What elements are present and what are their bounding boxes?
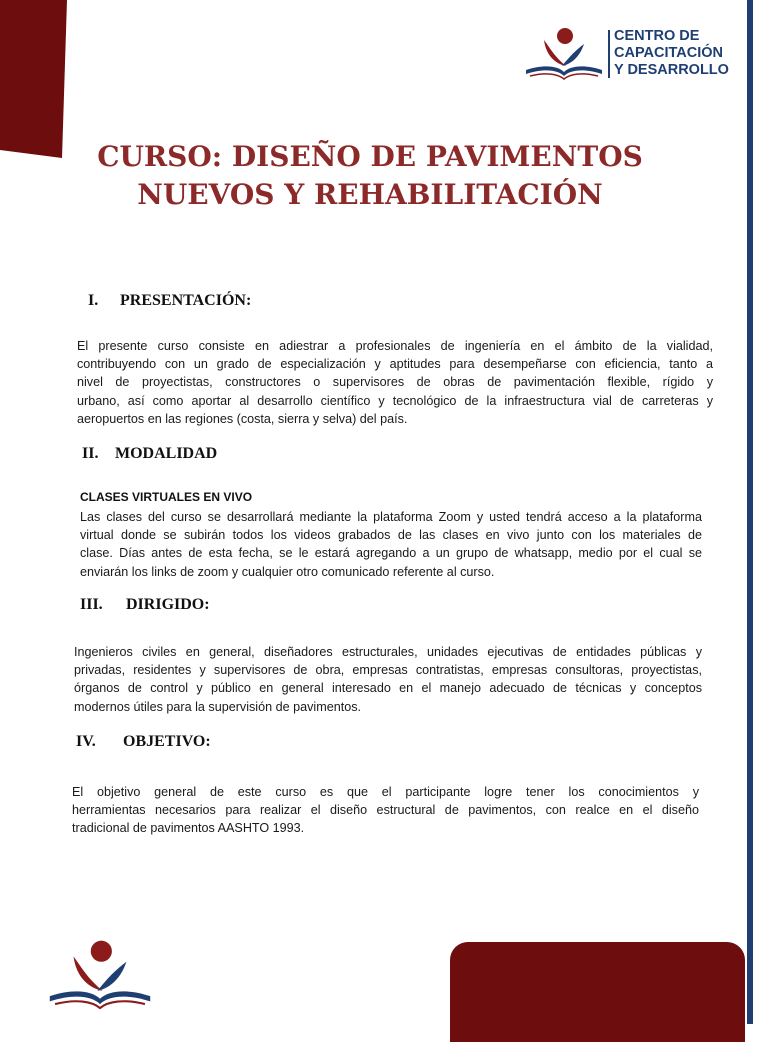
footer-decoration-block: [450, 942, 745, 1042]
right-edge-stripe: [747, 0, 753, 1024]
body-line: órganos de control y público en general interesado en el manejo adecuado de técnicas y conceptos: [74, 681, 702, 696]
body-line: El presente curso consiste en adiestrar a profesionales de ingeniería en el ámbito de la vialidad,: [77, 339, 713, 353]
logo-divider: [608, 30, 610, 78]
section-title: OBJETIVO:: [123, 733, 211, 750]
title-line-1: CURSO: DISEÑO DE PAVIMENTOS: [97, 140, 643, 173]
section-title: PRESENTACIÓN:: [120, 292, 252, 309]
section-body-presentacion: [77, 337, 713, 428]
body-line: El objetivo general de este curso es que el participante logre tener los conocimientos y: [72, 785, 699, 799]
section-heading-dirigido: [80, 596, 210, 614]
body-line: Las clases del curso se desarrollará mediante la plataforma Zoom y usted tendrá acceso a la plataforma: [80, 510, 702, 524]
body-line: virtual donde se subirán todos los videos grabados de las clases en vivo junto con los materiales de: [80, 528, 702, 543]
body-line: herramientas necesarios para realizar el diseño estructural de pavimentos, con realce en el diseño: [72, 803, 699, 818]
section-body-dirigido: [74, 643, 702, 716]
reader-with-open-book-icon: [524, 26, 604, 82]
logo-line-1: CENTRO DE: [614, 28, 700, 44]
body-line: clase. Días antes de esta fecha, se le estará agregando a un grupo de whatsapp, medio por el cual se: [80, 546, 702, 561]
body-line: enviarán los links de zoom y cualquier otro comunicado referente al curso.: [80, 564, 495, 579]
body-line: nivel de proyectistas, constructores o supervisores de obras de pavimentación flexible, rígido y: [77, 375, 713, 390]
section-number: II.: [82, 445, 99, 462]
section-number: IV.: [76, 733, 96, 750]
corner-decoration: [0, 0, 70, 160]
page-title: [40, 138, 700, 214]
section-title: DIRIGIDO:: [126, 596, 210, 613]
section-heading-modalidad: [82, 445, 217, 463]
logo-line-2: CAPACITACIÓN: [614, 45, 724, 61]
logo-wordmark: [614, 28, 739, 79]
section-title: MODALIDAD: [115, 445, 218, 462]
title-line-2: NUEVOS Y REHABILITACIÓN: [137, 178, 603, 211]
section-body-objetivo: [72, 783, 699, 838]
body-line: modernos útiles para la supervisión de pavimentos.: [74, 699, 362, 714]
section-body-modalidad: [80, 508, 702, 581]
header-logo: [524, 26, 734, 82]
body-line: Ingenieros civiles en general, diseñadores estructurales, unidades ejecutivas de entidades públicas y: [74, 645, 702, 659]
body-line: aeropuertos en las regiones (costa, sierra y selva) del país.: [77, 411, 408, 426]
logo-line-3: Y DESARROLLO: [614, 62, 729, 78]
section-heading-presentacion: [88, 292, 251, 310]
section-heading-objetivo: [76, 733, 211, 751]
section-number: I.: [88, 292, 99, 309]
section-number: III.: [80, 596, 103, 613]
body-line: tradicional de pavimentos AASHTO 1993.: [72, 821, 305, 836]
body-line: privadas, residentes y supervisores de obra, empresas contratistas, empresas consultoras, proyectistas,: [74, 663, 702, 678]
modalidad-subheading: CLASES VIRTUALES EN VIVO: [80, 490, 253, 504]
body-line: contribuyendo con un grado de especialización y aptitudes para desempeñarse con eficiencia, tanto a: [77, 357, 713, 372]
footer-logo-icon: [46, 938, 154, 1012]
body-line: urbano, así como aportar al desarrollo científico y tecnológico de la infraestructura vial de carreteras y: [77, 393, 713, 408]
